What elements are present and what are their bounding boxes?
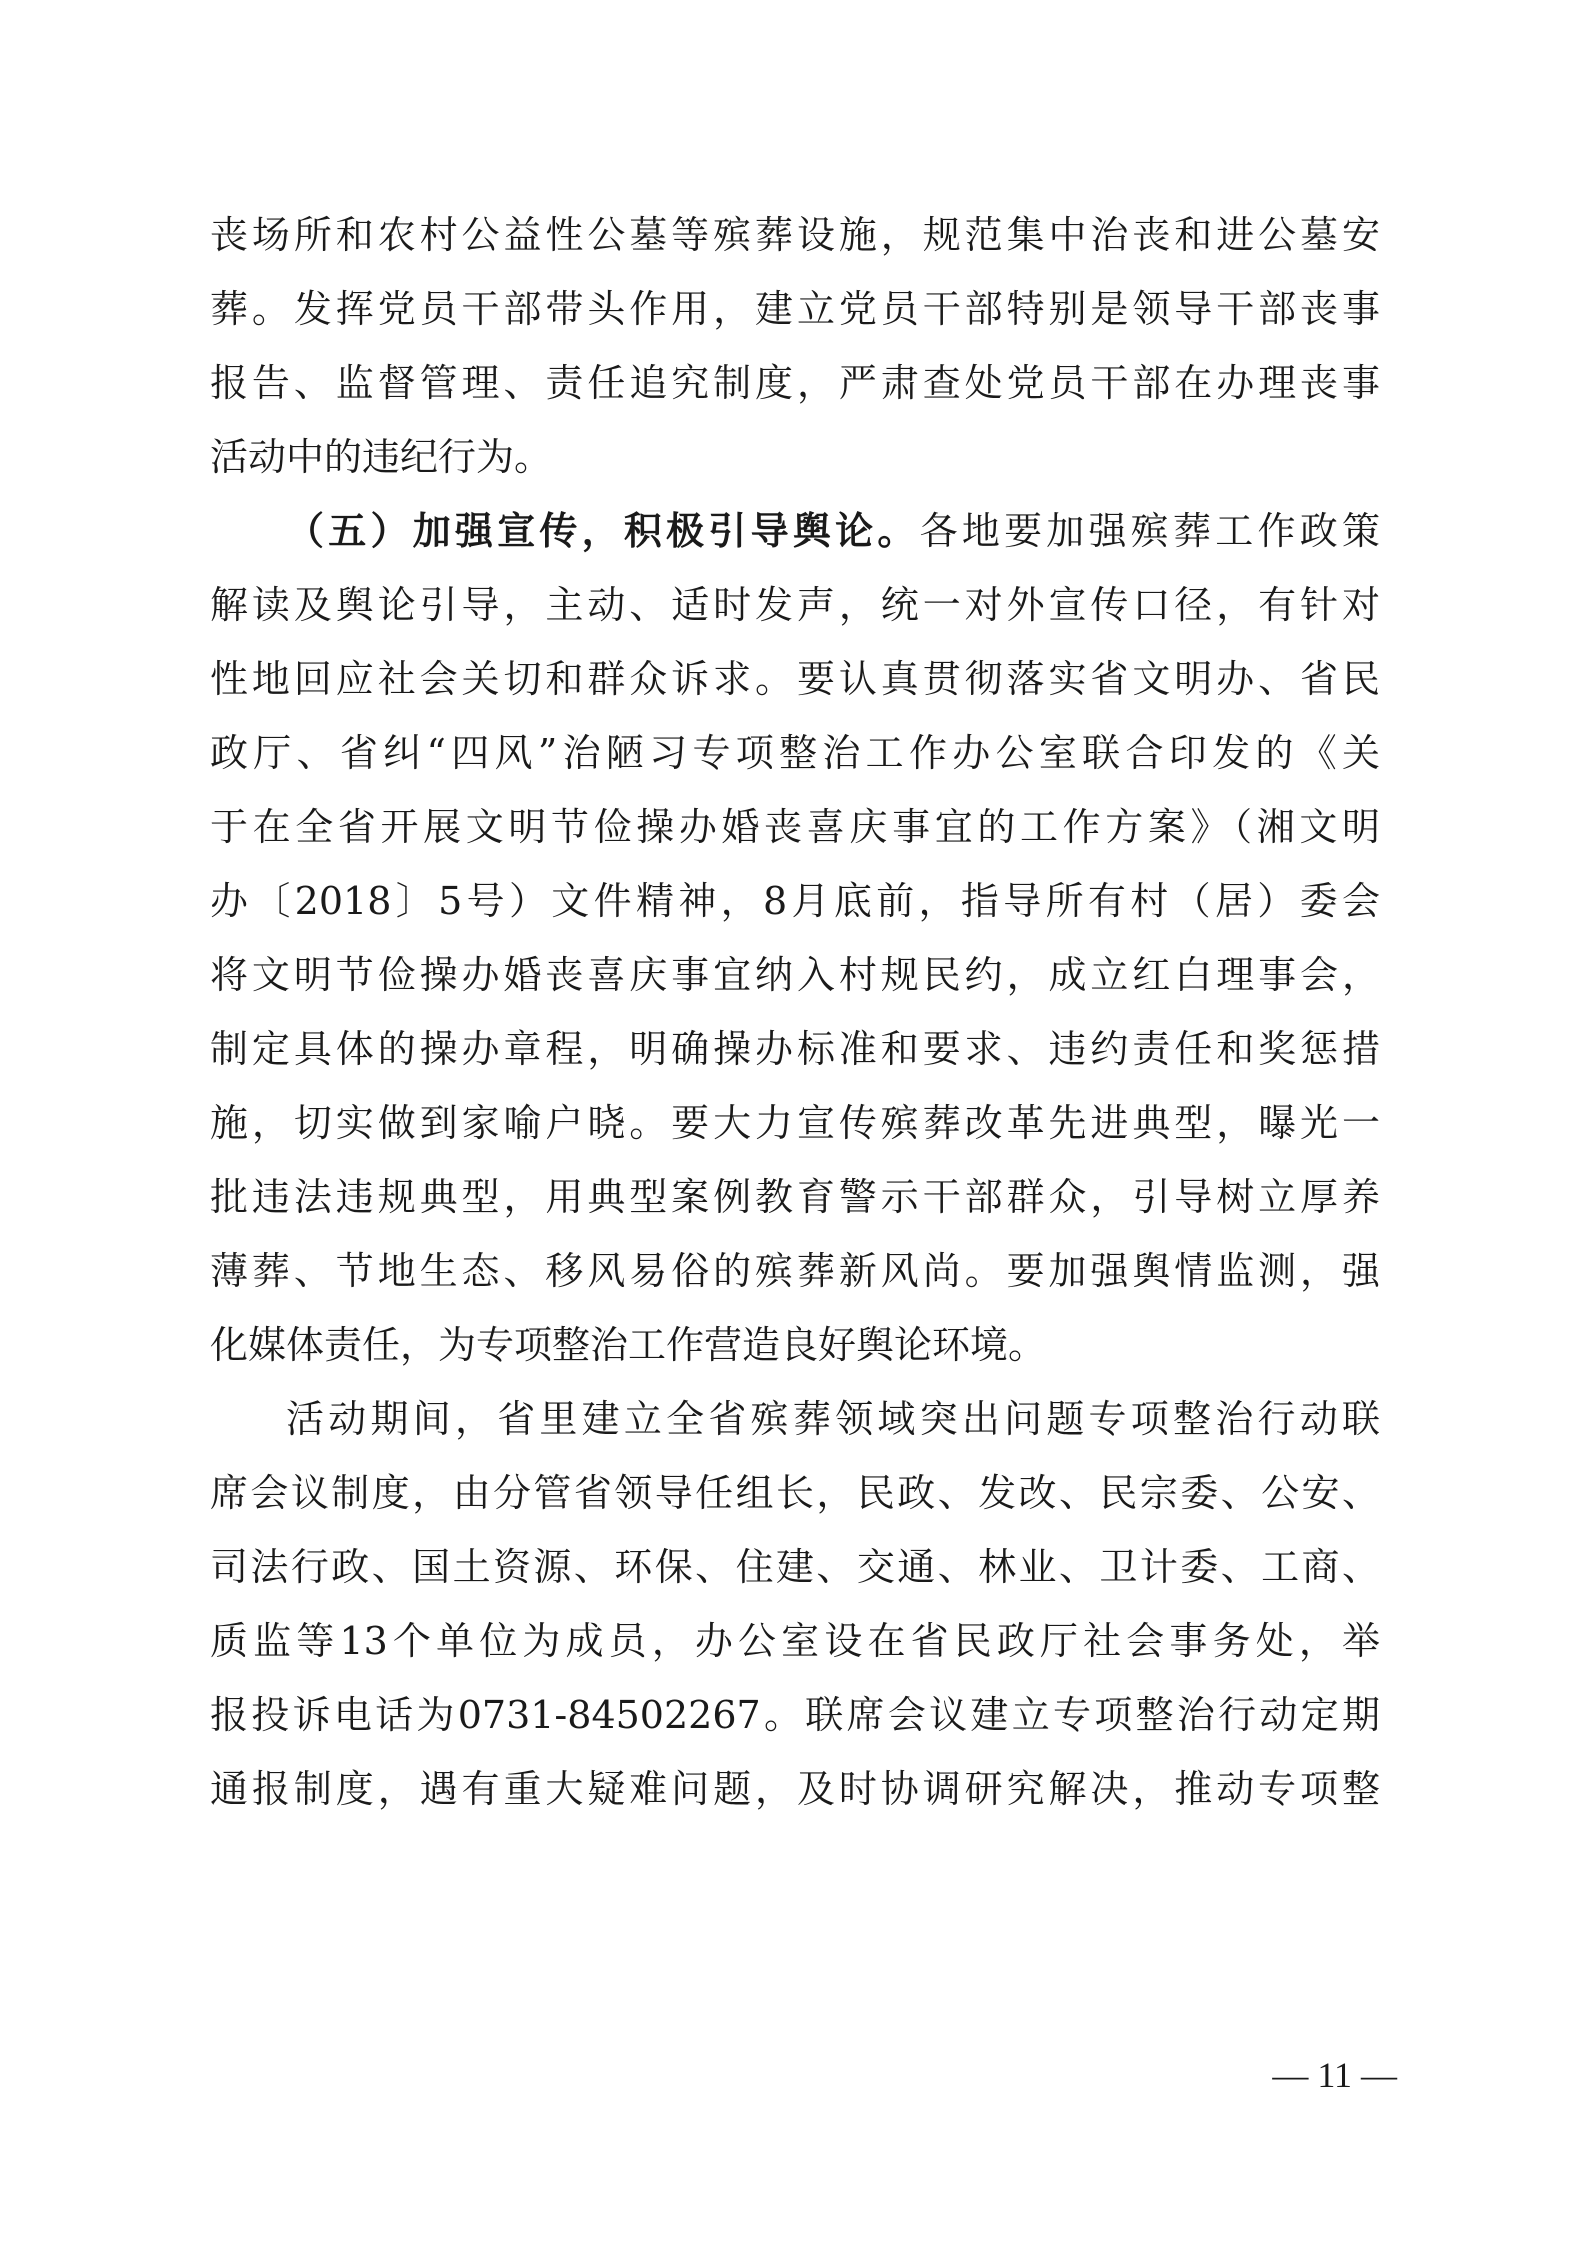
text-line: 将文明节俭操办婚丧喜庆事宜纳入村规民约，成立红白理事会， [210,953,1380,997]
text-line: 办〔2018〕5号）文件精神，8月底前，指导所有村（居）委会 [210,879,1380,923]
text-line: 报投诉电话为0731-84502267。联席会议建立专项整治行动定期 [210,1693,1380,1737]
text-line: 化媒体责任，为专项整治工作营造良好舆论环境。 [210,1323,1047,1367]
section-heading: （五）加强宣传，积极引导舆论。 [286,508,920,553]
text-line: 政厅、省纠“四风”治陋习专项整治工作办公室联合印发的《关 [210,731,1380,775]
text-line: 活动中的违纪行为。 [210,435,553,479]
section-heading-line [286,501,1380,561]
heading-line-text: 各地要加强殡葬工作政策 [919,509,1380,553]
text-line: 解读及舆论引导，主动、适时发声，统一对外宣传口径，有针对 [210,583,1380,627]
text-line: 葬。发挥党员干部带头作用，建立党员干部特别是领导干部丧事 [210,287,1380,331]
text-line: 报告、监督管理、责任追究制度，严肃查处党员干部在办理丧事 [210,361,1380,405]
text-line: 施，切实做到家喻户晓。要大力宣传殡葬改革先进典型，曝光一 [210,1101,1380,1145]
text-line: 活动期间，省里建立全省殡葬领域突出问题专项整治行动联 [286,1397,1380,1441]
page-number: — 11 — [1272,2055,1397,2095]
text-line: 性地回应社会关切和群众诉求。要认真贯彻落实省文明办、省民 [210,657,1380,701]
text-line: 司法行政、国土资源、环保、住建、交通、林业、卫计委、工商、 [210,1545,1380,1589]
text-line: 丧场所和农村公益性公墓等殡葬设施，规范集中治丧和进公墓安 [210,213,1380,257]
text-line: 席会议制度，由分管省领导任组长，民政、发改、民宗委、公安、 [210,1471,1380,1515]
text-line: 于在全省开展文明节俭操办婚丧喜庆事宜的工作方案》（湘文明 [210,805,1380,849]
text-line: 批违法违规典型，用典型案例教育警示干部群众，引导树立厚养 [210,1175,1380,1219]
text-line: 通报制度，遇有重大疑难问题，及时协调研究解决，推动专项整 [210,1767,1380,1811]
text-line: 薄葬、节地生态、移风易俗的殡葬新风尚。要加强舆情监测，强 [210,1249,1380,1293]
text-line: 质监等13个单位为成员，办公室设在省民政厅社会事务处，举 [210,1619,1380,1663]
text-line: 制定具体的操办章程，明确操办标准和要求、违约责任和奖惩措 [210,1027,1380,1071]
